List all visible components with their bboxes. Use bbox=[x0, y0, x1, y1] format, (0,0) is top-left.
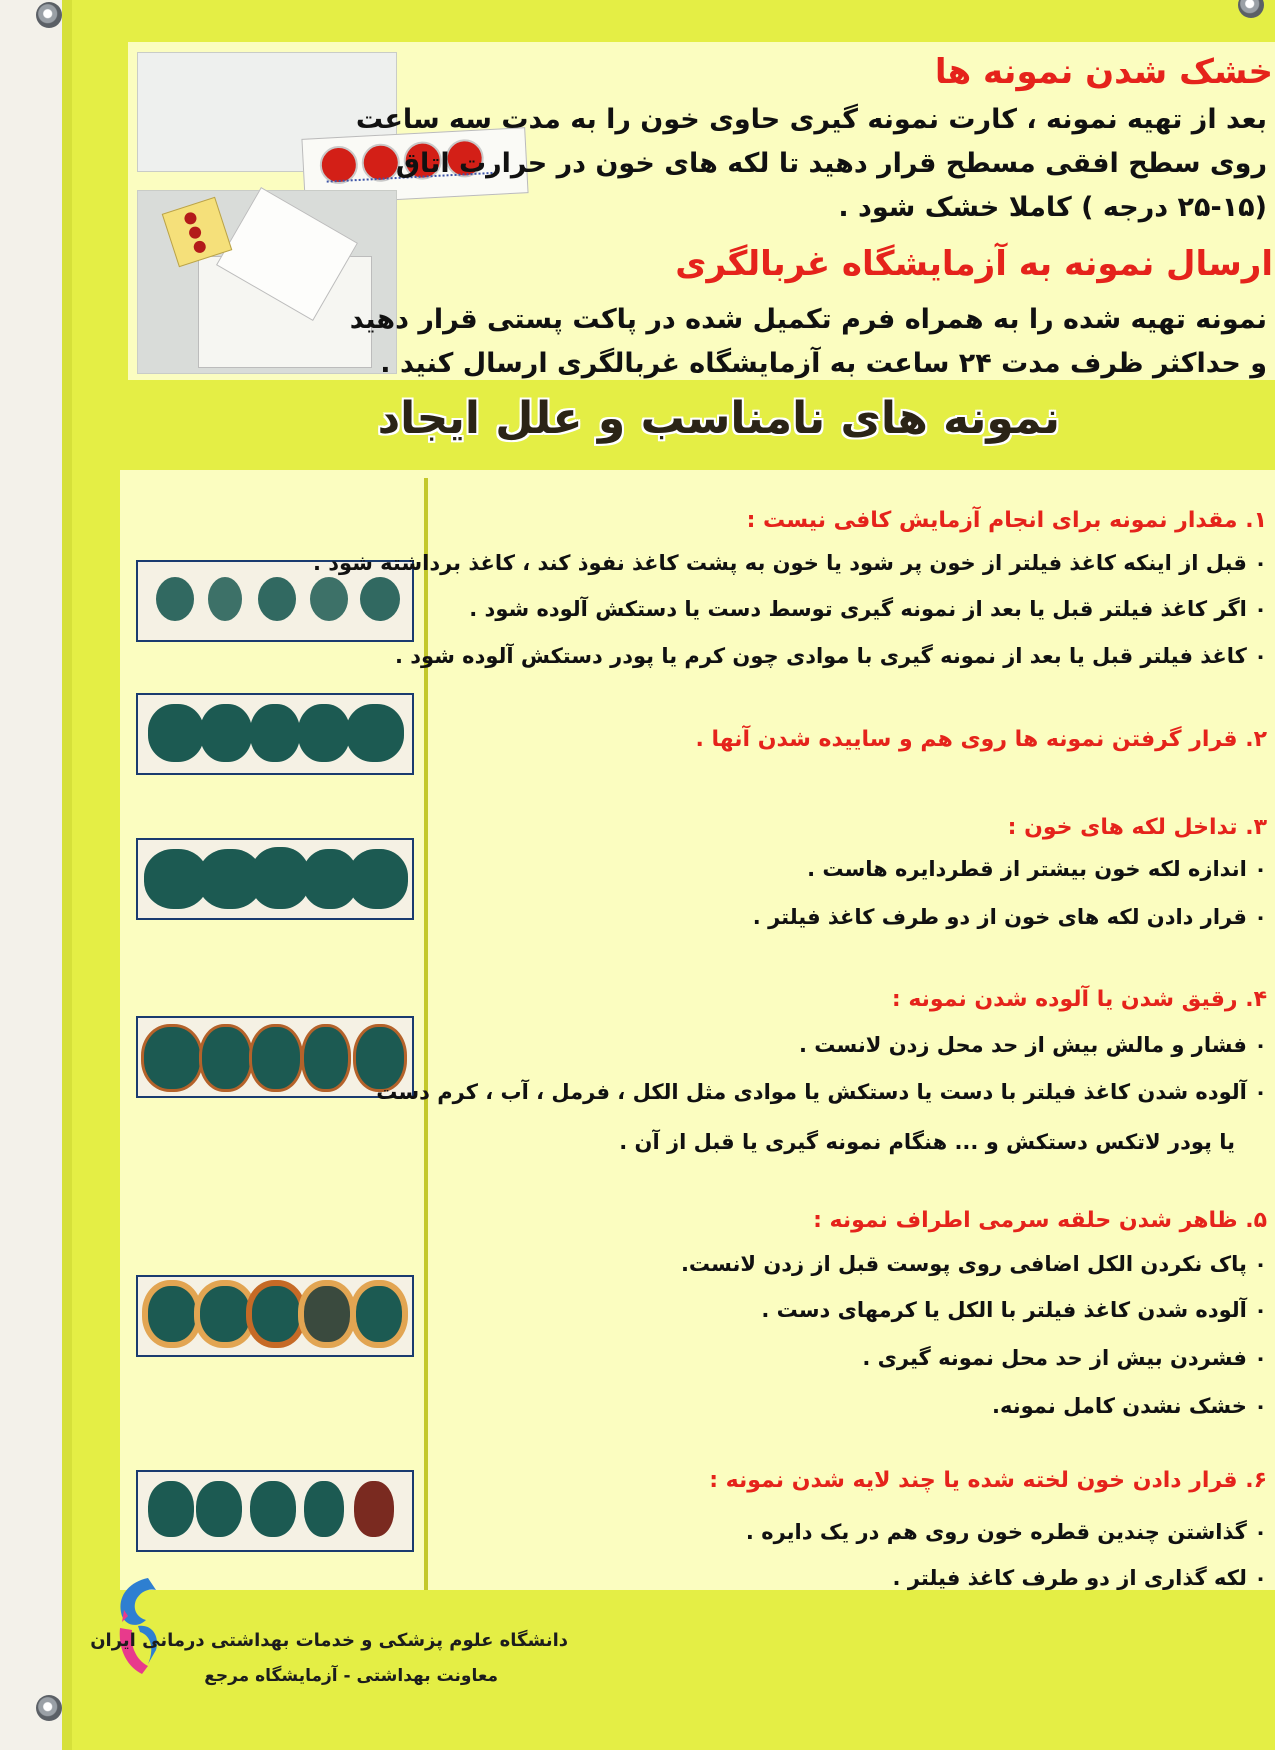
section-item: ۰ قبل از اینکه کاغذ فیلتر از خون پر شود یا خون به پشت کاغذ نفوذ کند ، کاغذ برداشته شود . bbox=[312, 551, 1267, 575]
university-logo-icon bbox=[108, 1570, 166, 1680]
section-item: ۰ فشار و مالش بیش از حد محل زدن لانست . bbox=[798, 1033, 1267, 1057]
section-title: ۴. رقیق شدن یا آلوده شدن نمونه : bbox=[891, 987, 1267, 1012]
footer-department: معاونت بهداشتی - آزمایشگاه مرجع bbox=[204, 1666, 498, 1686]
sample-strip-overlap bbox=[136, 693, 414, 775]
section-item: ۰ لکه گذاری از دو طرف کاغذ فیلتر . bbox=[892, 1566, 1267, 1590]
drying-title: خشک شدن نمونه ها bbox=[934, 52, 1273, 92]
section-title: ۶. قرار دادن خون لخته شده یا چند لایه شدن نمونه : bbox=[709, 1468, 1267, 1493]
grommet-icon bbox=[36, 2, 62, 28]
section-item: یا پودر لاتکس دستکش و ... هنگام نمونه گیری یا قبل از آن . bbox=[619, 1130, 1235, 1154]
section-item: ۰ کاغذ فیلتر قبل یا بعد از نمونه گیری با موادی چون کرم یا پودر دستکش آلوده شود . bbox=[394, 644, 1267, 668]
section-item: ۰ فشردن بیش از حد محل نمونه گیری . bbox=[862, 1346, 1267, 1370]
sample-strip-serum-ring bbox=[136, 1275, 414, 1357]
drying-line: (۲۵-۱۵ درجه ) کاملا خشک شود . bbox=[838, 192, 1267, 223]
section-title: ۳. تداخل لکه های خون : bbox=[1007, 815, 1267, 840]
sample-strip-interference bbox=[136, 838, 414, 920]
section-item: ۰ پاک نکردن الکل اضافی روی پوست قبل از زدن لانست. bbox=[680, 1252, 1267, 1276]
send-line: نمونه تهیه شده را به همراه فرم تکمیل شده در پاکت پستی قرار دهید bbox=[349, 304, 1267, 335]
sample-strip-diluted bbox=[136, 1016, 414, 1098]
section-item: ۰ گذاشتن چندین قطره خون روی هم در یک دایره . bbox=[745, 1520, 1267, 1544]
section-title: ۲. قرار گرفتن نمونه ها روی هم و ساییده شدن آنها . bbox=[695, 727, 1267, 752]
grommet-icon bbox=[36, 1695, 62, 1721]
send-line: و حداکثر ظرف مدت ۲۴ ساعت به آزمایشگاه غربالگری ارسال کنید . bbox=[380, 348, 1267, 379]
section-title: ۱. مقدار نمونه برای انجام آزمایش کافی نیست : bbox=[746, 508, 1267, 533]
poster-edge bbox=[62, 0, 72, 1750]
section-item: ۰ خشک نشدن کامل نمونه. bbox=[992, 1394, 1267, 1418]
drying-line: روی سطح افقی مسطح قرار دهید تا لکه های خون در حرارت اتاق bbox=[395, 148, 1267, 179]
section-banner: نمونه های نامناسب و علل ایجاد bbox=[377, 393, 1060, 444]
section-item: ۰ آلوده شدن کاغذ فیلتر با الکل یا کرمهای دست . bbox=[761, 1298, 1267, 1322]
footer-university: دانشگاه علوم پزشکی و خدمات بهداشتی درمانی ایران bbox=[90, 1630, 568, 1651]
sample-strip-clotted bbox=[136, 1470, 414, 1552]
section-item: ۰ اندازه لکه خون بیشتر از قطردایره هاست . bbox=[807, 857, 1267, 881]
section-item: ۰ آلوده شدن کاغذ فیلتر با دست یا دستکش یا موادی مثل الکل ، فرمل ، آب ، کرم دست bbox=[376, 1080, 1267, 1104]
section-title: ۵. ظاهر شدن حلقه سرمی اطراف نمونه : bbox=[813, 1208, 1267, 1233]
envelope-photo bbox=[137, 190, 397, 374]
section-item: ۰ قرار دادن لکه های خون از دو طرف کاغذ فیلتر . bbox=[752, 905, 1267, 929]
section-item: ۰ اگر کاغذ فیلتر قبل یا بعد از نمونه گیری توسط دست یا دستکش آلوده شود . bbox=[469, 597, 1267, 621]
drying-line: بعد از تهیه نمونه ، کارت نمونه گیری حاوی خون را به مدت سه ساعت bbox=[355, 104, 1267, 135]
send-title: ارسال نمونه به آزمایشگاه غربالگری bbox=[675, 244, 1273, 284]
